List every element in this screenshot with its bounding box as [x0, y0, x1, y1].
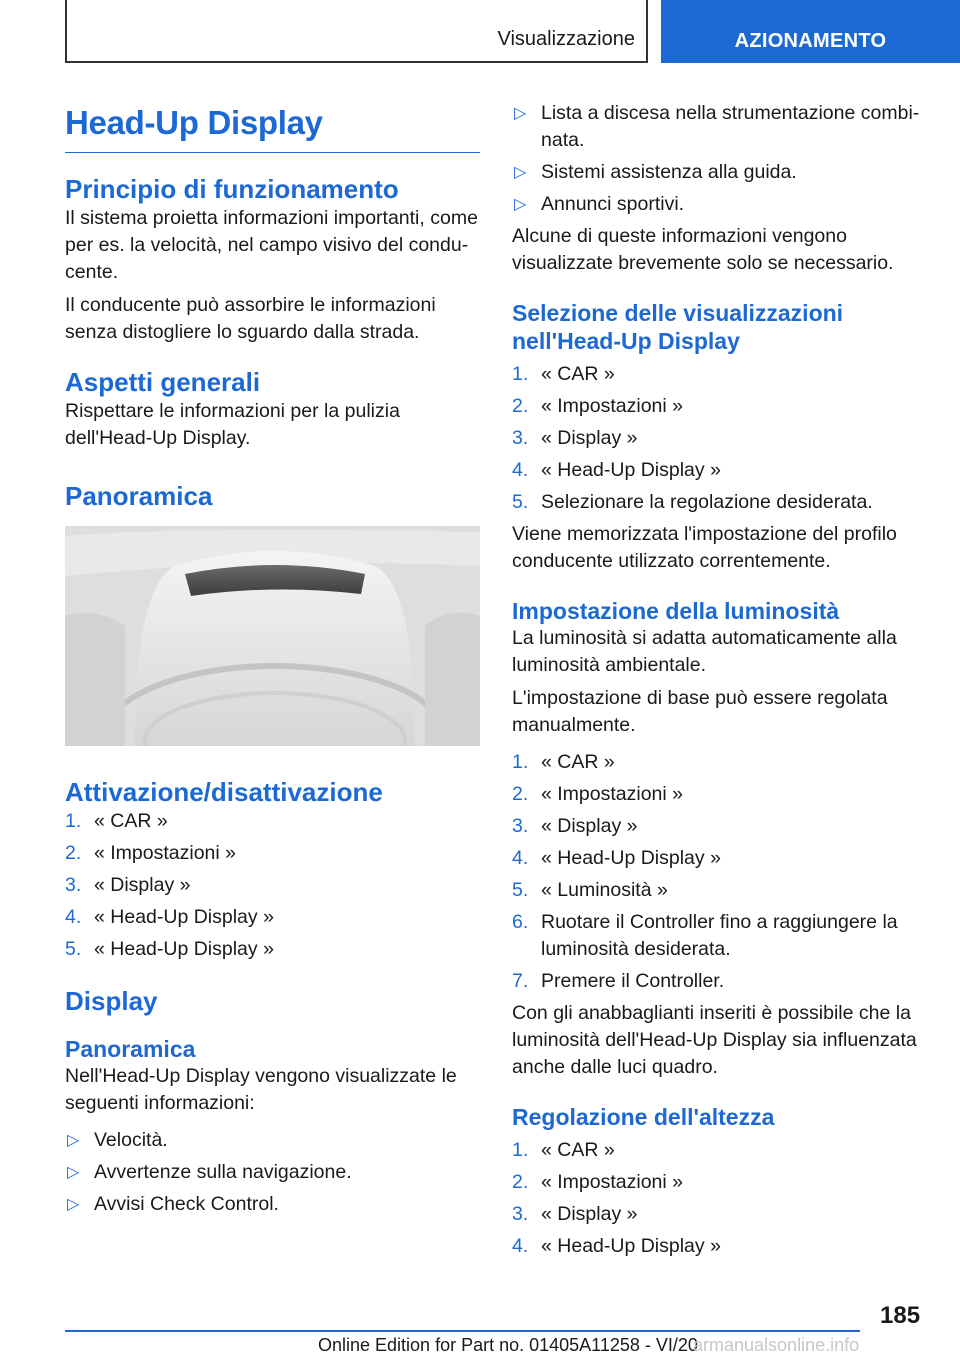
list-item: 4. « Head-Up Display »: [512, 459, 721, 481]
subheading-panoramica: Panoramica: [65, 1036, 196, 1062]
paragraph: Nell'Head-Up Display vengono visualizzate le seguenti informazioni:: [65, 1065, 457, 1114]
list-item: 4. « Head-Up Display »: [512, 1235, 721, 1257]
dashboard-illustration: [65, 526, 480, 746]
display-bullets: [65, 1127, 480, 1218]
list-item: 2. « Impostazioni »: [512, 395, 683, 417]
list-item: 1. « CAR »: [512, 363, 615, 385]
list-item: 1. « CAR »: [65, 810, 168, 832]
heading-luminosita: Impostazione della luminosità: [512, 598, 840, 624]
head-up-display-photo: [65, 526, 480, 746]
page-title: Head-Up Display: [65, 104, 480, 153]
paragraph: Viene memorizzata l'impostazione del profilo conducente utilizzato correntemente.: [512, 523, 897, 572]
list-item: 3. « Display »: [512, 1203, 638, 1225]
footer-edition: Online Edition for Part no. 01405A11258 - VI/20: [318, 1335, 698, 1355]
list-item: 1. « CAR »: [512, 751, 615, 773]
triangle-right-icon: ▷: [514, 105, 527, 122]
paragraph: L'impostazione di base può essere regolata manualmente.: [512, 687, 888, 736]
list-item: 5. « Luminosità »: [512, 879, 668, 901]
list-item: ▷ Annunci sportivi.: [512, 191, 922, 218]
list-item: 5. « Head-Up Display »: [65, 938, 274, 960]
triangle-right-icon: ▷: [67, 1164, 80, 1181]
footer-rule: [65, 1330, 860, 1332]
heading-attivazione: Attivazione/disattivazione: [65, 777, 383, 807]
paragraph: La luminosità si adatta automaticamente alla luminosità ambientale.: [512, 627, 897, 676]
paragraph: Alcune di queste informazioni vengono visualizzate brevemente solo se necessario.: [512, 225, 894, 274]
paragraph: Il sistema proietta informazioni importanti, come per es. la velocità, nel campo visivo del conducente.: [65, 207, 478, 283]
paragraph: Il conducente può assorbire le informazioni senza distogliere lo sguardo dalla strada.: [65, 294, 436, 343]
triangle-right-icon: ▷: [514, 164, 527, 181]
list-item: ▷ Avvisi Check Control.: [65, 1191, 480, 1218]
list-item: 3. « Display »: [512, 815, 638, 837]
list-item: 5. Selezionare la regolazione desiderata.: [512, 491, 873, 513]
list-item: ▷ Lista a discesa nella strumentazione combinata.: [514, 102, 920, 151]
list-item: 2. « Impostazioni »: [512, 783, 683, 805]
list-item: ▷ Velocità.: [65, 1127, 480, 1154]
triangle-right-icon: ▷: [67, 1132, 80, 1149]
paragraph: Con gli anabbaglianti inseriti è possibile che la luminosità dell'Head-Up Display sia influenzata anche dalle luci quadro.: [512, 1002, 917, 1078]
header-chapter-tab: AZIONAMENTO: [661, 0, 960, 63]
altezza-steps: [512, 1137, 922, 1260]
heading-display: Display: [65, 986, 158, 1016]
luminosita-steps: [512, 749, 922, 995]
heading-panoramica: Panoramica: [65, 481, 213, 511]
triangle-right-icon: ▷: [514, 196, 527, 213]
heading-funzionamento: Principio di funzionamento: [65, 174, 399, 204]
list-item: ▷ Sistemi assistenza alla guida.: [512, 159, 922, 186]
attivazione-steps: [65, 808, 480, 963]
watermark: armanualsonline.info: [693, 1335, 860, 1355]
paragraph: Rispettare le informazioni per la pulizia dell'Head-Up Display.: [65, 400, 400, 449]
list-item: ▷ Avvertenze sulla navigazione.: [65, 1159, 480, 1186]
heading-altezza: Regolazione dell'altezza: [512, 1104, 775, 1130]
triangle-right-icon: ▷: [67, 1196, 80, 1213]
selezione-steps: [512, 361, 922, 516]
heading-selezione: Selezione delle visualizzazioni nell'Head-Up Display: [512, 300, 844, 354]
header-section: Visualizzazione: [497, 28, 635, 50]
heading-aspetti: Aspetti generali: [65, 367, 261, 397]
info-bullets: [512, 100, 922, 218]
right-column: [512, 100, 922, 1265]
list-item: 4. « Head-Up Display »: [65, 906, 274, 928]
page-number: 185: [880, 1302, 921, 1329]
list-item: 2. « Impostazioni »: [65, 842, 236, 864]
list-item: 3. « Display »: [65, 874, 191, 896]
left-column: [65, 100, 480, 1223]
list-item: 1. « CAR »: [512, 1139, 615, 1161]
list-item: 6. Ruotare il Controller fino a raggiungere la luminosità desiderata.: [512, 911, 898, 960]
list-item: 7. Premere il Controller.: [512, 970, 725, 992]
list-item: 2. « Impostazioni »: [512, 1171, 683, 1193]
list-item: 4. « Head-Up Display »: [512, 847, 721, 869]
list-item: 3. « Display »: [512, 427, 638, 449]
